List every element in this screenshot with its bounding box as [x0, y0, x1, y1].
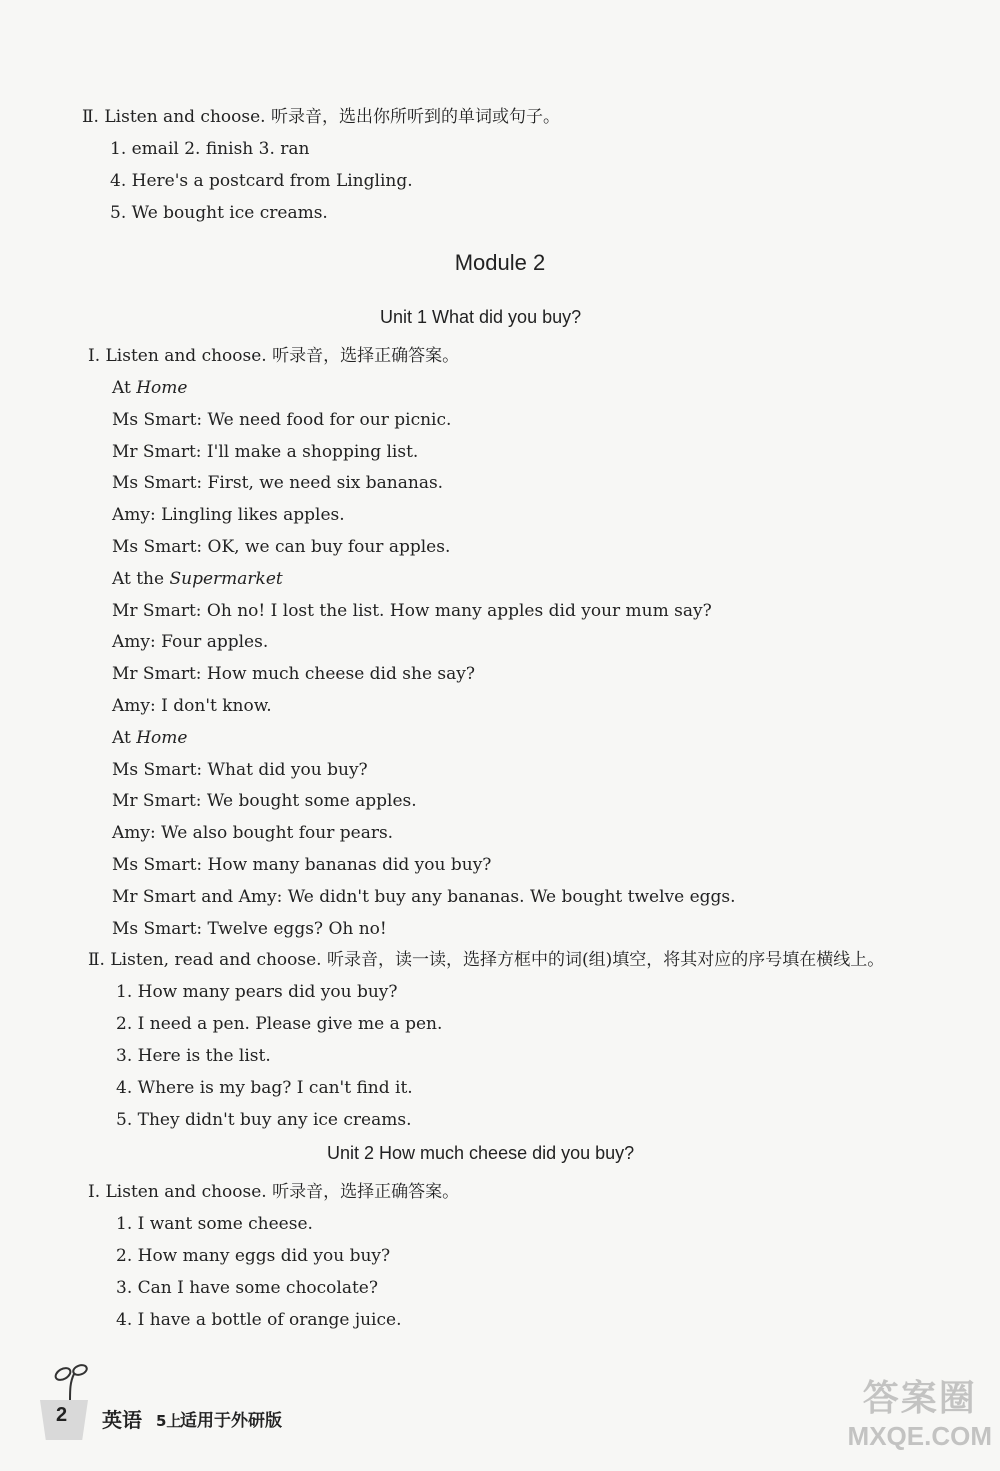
- list-item: 5. They didn't buy any ice creams.: [116, 1110, 412, 1130]
- dialogue-text: Ms Smart: What did you buy?: [112, 760, 368, 780]
- list-item: 1. email 2. finish 3. ran: [110, 139, 310, 159]
- dialogue-line: [112, 568, 283, 590]
- watermark-title: 答案圈: [862, 1377, 977, 1418]
- dialogue-text: Mr Smart: How much cheese did she say?: [112, 664, 475, 684]
- sprout-icon: [50, 1360, 90, 1402]
- module-title: Module 2: [454, 250, 546, 275]
- dialogue-line: [112, 536, 450, 558]
- dialogue-text: Amy: Lingling likes apples.: [112, 505, 345, 525]
- dialogue-text: At the: [112, 569, 170, 589]
- dialogue-line: [112, 472, 443, 494]
- list-item: 4. Where is my bag? I can't find it.: [116, 1078, 413, 1098]
- dialogue-line: [112, 631, 268, 653]
- dialogue-text: Mr Smart and Amy: We didn't buy any bananas. We bought twelve eggs.: [112, 887, 736, 907]
- page-footer: [40, 1360, 1000, 1450]
- dialogue-text: Ms Smart: Twelve eggs? Oh no!: [112, 919, 387, 939]
- edition-label: 适用于外研版: [180, 1411, 282, 1431]
- dialogue-text: Ms Smart: How many bananas did you buy?: [112, 855, 492, 875]
- dialogue-line: [112, 409, 451, 431]
- unit-title: Unit 1 What did you buy?: [380, 307, 582, 327]
- section-heading: Ⅱ. Listen, read and choose. 听录音，读一读，选择方框中的词(组)填空，将其对应的序号填在横线上。: [88, 950, 885, 970]
- dialogue-line: [112, 504, 345, 526]
- list-item: 3. Here is the list.: [116, 1046, 271, 1066]
- dialogue-place: Supermarket: [169, 569, 283, 589]
- dialogue-text: Amy: We also bought four pears.: [112, 823, 394, 843]
- dialogue-line: [112, 377, 187, 399]
- dialogue-text: Ms Smart: First, we need six bananas.: [112, 473, 444, 493]
- list-item: 2. How many eggs did you buy?: [116, 1246, 391, 1266]
- list-item: 1. How many pears did you buy?: [116, 982, 398, 1002]
- dialogue-line: [112, 886, 736, 908]
- dialogue-line: [112, 441, 418, 463]
- dialogue-line: [112, 727, 187, 749]
- dialogue-text: At: [112, 728, 137, 748]
- grade-label: 5上: [156, 1412, 182, 1430]
- list-item: 5. We bought ice creams.: [110, 203, 328, 223]
- list-item: 4. Here's a postcard from Lingling.: [110, 171, 413, 191]
- page-number: 2: [56, 1404, 68, 1426]
- dialogue-place: Home: [136, 728, 188, 748]
- dialogue-text: Ms Smart: OK, we can buy four apples.: [112, 537, 451, 557]
- dialogue-text: Ms Smart: We need food for our picnic.: [112, 410, 452, 430]
- section-heading: Ⅱ. Listen and choose. 听录音，选出你所听到的单词或句子。: [82, 107, 560, 127]
- dialogue-line: [112, 918, 387, 940]
- dialogue-line: [112, 822, 393, 844]
- dialogue-line: [112, 695, 272, 717]
- dialogue-text: At: [112, 378, 137, 398]
- subject-label: 英语: [102, 1408, 142, 1432]
- list-item: 3. Can I have some chocolate?: [116, 1278, 378, 1298]
- dialogue-text: Amy: Four apples.: [112, 632, 269, 652]
- dialogue-text: Mr Smart: We bought some apples.: [112, 791, 417, 811]
- unit-title: Unit 2 How much cheese did you buy?: [327, 1143, 635, 1163]
- dialogue-line: [112, 854, 491, 876]
- watermark-url: MXQE.COM: [847, 1421, 992, 1451]
- dialogue-text: Mr Smart: I'll make a shopping list.: [112, 442, 419, 462]
- list-item: 1. I want some cheese.: [116, 1214, 313, 1234]
- dialogue-line: [112, 759, 368, 781]
- dialogue-line: [112, 600, 712, 622]
- dialogue-line: [112, 663, 475, 685]
- list-item: 2. I need a pen. Please give me a pen.: [116, 1014, 443, 1034]
- section-heading: Ⅰ. Listen and choose. 听录音，选择正确答案。: [88, 1182, 460, 1202]
- list-item: 4. I have a bottle of orange juice.: [116, 1310, 402, 1330]
- watermark: [848, 1370, 992, 1452]
- section-heading: Ⅰ. Listen and choose. 听录音，选择正确答案。: [88, 346, 460, 366]
- dialogue-text: Mr Smart: Oh no! I lost the list. How many apples did your mum say?: [112, 601, 712, 621]
- dialogue-text: Amy: I don't know.: [112, 696, 272, 716]
- dialogue-place: Home: [136, 378, 188, 398]
- dialogue-line: [112, 790, 417, 812]
